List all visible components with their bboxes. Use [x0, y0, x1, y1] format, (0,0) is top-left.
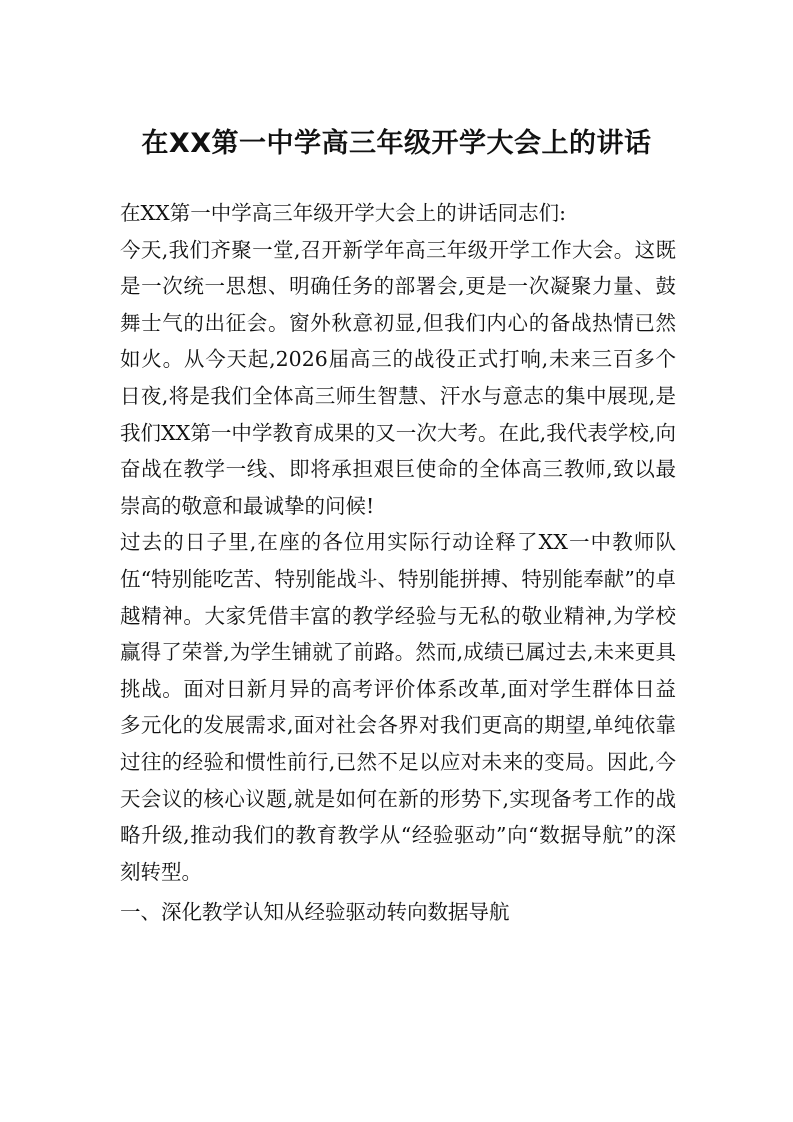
- opening-paragraph: 今天,我们齐聚一堂,召开新学年高三年级开学工作大会。这既是一次统一思想、明确任务的部署会,更是一次凝聚力量、鼓舞士气的出征会。窗外秋意初显,但我们内心的备战热情已然如火。从今天起,2026届高三的战役正式打响,未来三百多个日夜,将是我们全体高三师生智慧、汗水与意志的集中展现,是我们XX第一中学教育成果的又一次大考。在此,我代表学校,向奋战在教学一线、即将承担艰巨使命的全体高三教师,致以最崇高的敬意和最诚挚的问候!: [120, 237, 676, 518]
- document-title: 在XX第一中学高三年级开学大会上的讲话: [141, 128, 652, 159]
- section-heading: 一、深化教学认知从经验驱动转向数据导航: [120, 900, 510, 925]
- salutation-paragraph: 在XX第一中学高三年级开学大会上的讲话同志们:: [120, 201, 567, 225]
- document-body: [120, 195, 676, 931]
- context-paragraph: 过去的日子里,在座的各位用实际行动诠释了XX一中教师队伍“特别能吃苦、特别能战斗、特别能拼搏、特别能奉献”的卓越精神。大家凭借丰富的教学经验与无私的敬业精神,为学校赢得了荣誉,为学生铺就了前路。然而,成绩已属过去,未来更具挑战。面对日新月异的高考评价体系改革,面对学生群体日益多元化的发展需求,面对社会各界对我们更高的期望,单纯依靠过往的经验和惯性前行,已然不足以应对未来的变局。因此,今天会议的核心议题,就是如何在新的形势下,实现备考工作的战略升级,推动我们的教育教学从“经验驱动”向“数据导航”的深刻转型。: [120, 530, 676, 884]
